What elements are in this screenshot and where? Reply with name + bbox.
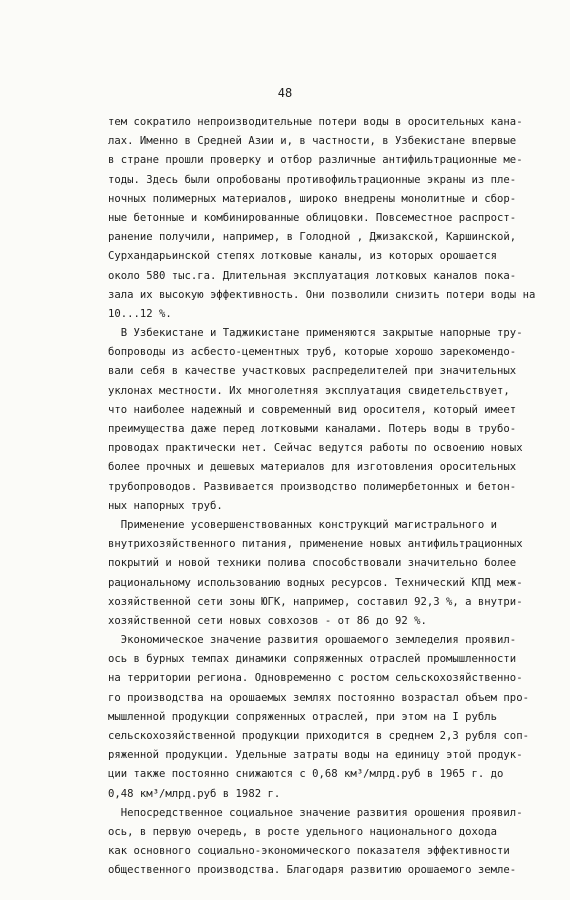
text-line: на территории региона. Одновременно с ростом сельскохозяйственно- (108, 672, 523, 685)
text-line: В Узбекистане и Таджикистане применяются закрытые напорные тру- (108, 327, 523, 340)
text-line: внутрихозяйственного питания, применение новых антифильтрационных (108, 538, 523, 551)
text-line: трубопроводов. Развивается производство полимербетонных и бетон- (108, 480, 517, 493)
text-line: Непосредственное социальное значение развития орошения проявил- (108, 806, 523, 819)
text-line: лах. Именно в Средней Азии и, в частности, в Узбекистане впервые (108, 135, 517, 148)
text-line: хозяйственной сети новых совхозов - от 86 до 92 %. (108, 614, 427, 627)
text-line: мышленной продукции сопряженных отраслей, при этом на I рубль (108, 710, 498, 723)
text-line: около 580 тыс.га. Длительная эксплуатация лотковых каналов пока- (108, 269, 517, 282)
text-line: тоды. Здесь были опробованы противофильтрационные экраны из пле- (108, 173, 517, 186)
text-line: Экономическое значение развития орошаемого земледелия проявил- (108, 634, 517, 647)
text-line: 10...12 %. (108, 307, 172, 320)
text-line: тем сократило непроизводительные потери воды в оросительных кана- (108, 116, 523, 128)
text-line: проводах практически нет. Сейчас ведутся работы по освоению новых (108, 442, 523, 455)
text-line: Сурхандарьинской степях лотковые каналы, из которых орошается (108, 250, 498, 263)
text-line: рациональному использованию водных ресурсов. Технический КПД меж- (108, 576, 523, 589)
text-line: хозяйственной сети зоны ЮГК, например, составил 92,3 %, а внутри- (108, 595, 523, 608)
text-line: покрытий и новой техники полива способствовали значительно более (108, 557, 517, 570)
text-line: ось в бурных темпах динамики сопряженных отраслей промышленности (108, 653, 517, 666)
text-line: ных напорных труб. (108, 499, 223, 512)
text-line: уклонах местности. Их многолетняя эксплуатация свидетельствует, (108, 384, 510, 397)
text-line: 0,48 км³/млрд.руб в 1982 г. (108, 787, 281, 800)
text-line: бопроводы из асбесто-цементных труб, которые хорошо зарекомендо- (108, 346, 517, 359)
text-line: сельскохозяйственной продукции приходится в среднем 2,3 рубля соп- (108, 730, 529, 742)
text-line: зала их высокую эффективность. Они позволили снизить потери воды на (108, 288, 536, 301)
text-line: ные бетонные и комбинированные облицовки. Повсеместное распрост- (108, 211, 517, 224)
text-line: ции также постоянно снижаются с 0,68 км³/млрд.руб в 1965 г. до (108, 768, 504, 781)
text-line: как основного социально-экономического показателя эффективности (108, 845, 510, 858)
text-line: ось, в первую очередь, в росте удельного национального дохода (108, 825, 498, 838)
text-line: вали себя в качестве участковых распределителей при значительных (108, 365, 517, 378)
text-line: Применение усовершенствованных конструкций магистрального и (108, 518, 498, 531)
body-text (108, 113, 536, 881)
text-line: преимущества даже перед лотковыми каналами. Потерь воды в трубо- (108, 423, 517, 435)
text-line: что наиболее надежный и современный вид оросителя, который имеет (108, 403, 517, 416)
text-line: ряженной продукции. Удельные затраты воды на единицу этой продук- (108, 749, 523, 762)
text-line: ранение получили, например, в Голодной , Джизакской, Каршинской, (108, 231, 517, 244)
text-line: общественного производства. Благодаря развитию орошаемого земле- (108, 864, 517, 877)
text-line: ночных полимерных материалов, широко внедрены монолитные и сбор- (108, 192, 517, 205)
text-line: более прочных и дешевых материалов для изготовления оросительных (108, 461, 517, 474)
text-line: в стране прошли проверку и отбор различные антифильтрационные ме- (108, 154, 523, 167)
text-line: го производства на орошаемых землях постоянно возрастал объем про- (108, 691, 529, 704)
page-number: 48 (277, 86, 293, 100)
